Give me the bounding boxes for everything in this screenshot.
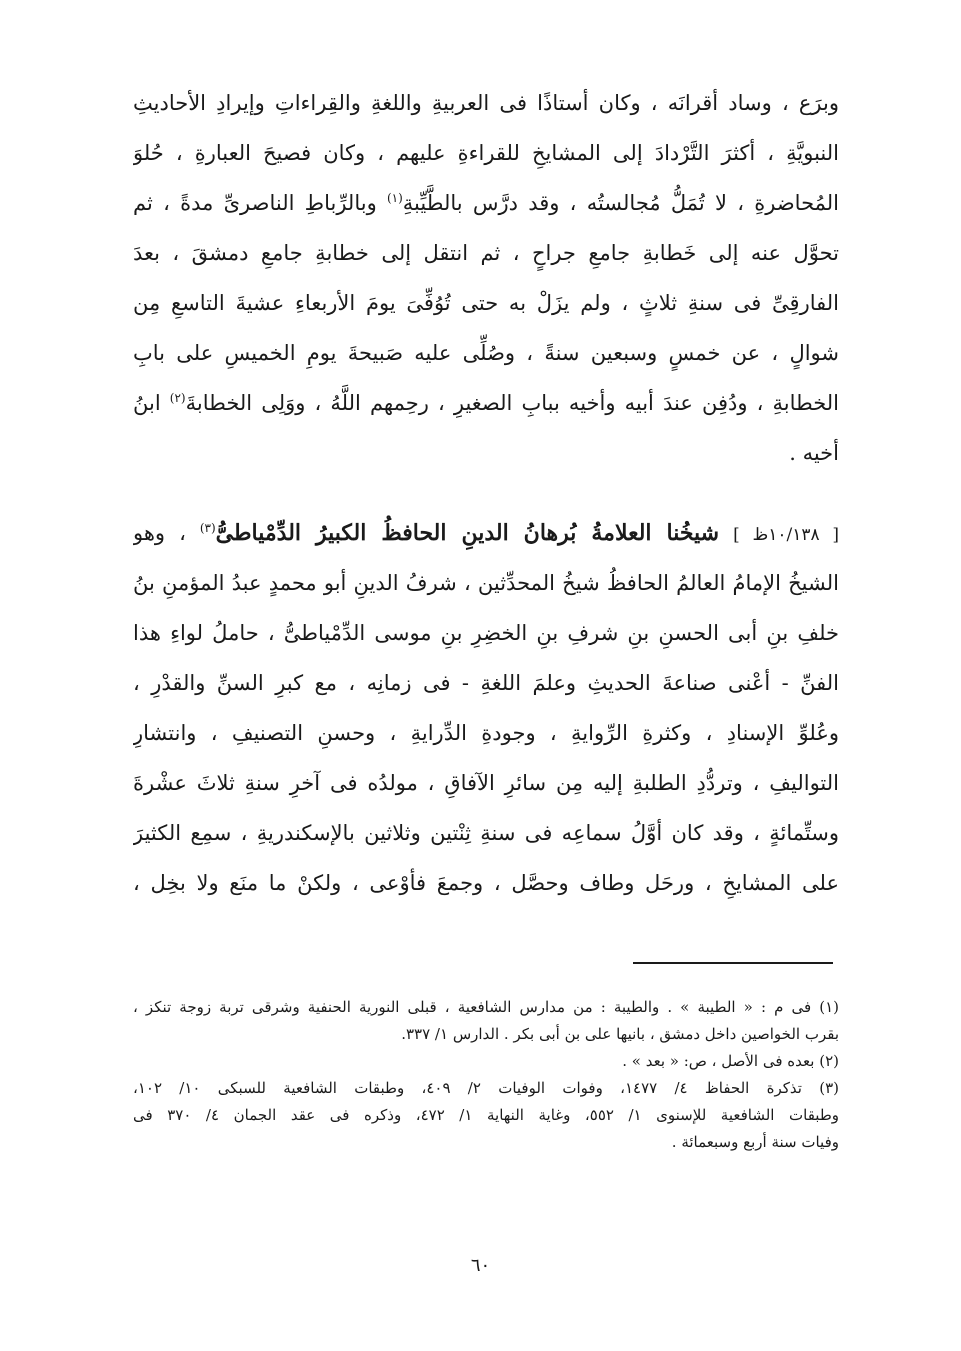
footnote-separator [633, 962, 833, 964]
footnote-line: (٣) تذكرة الحفاظ ٤/ ١٤٧٧، وفوات الوفيات ٢/ ٤٠٩، وطبقات الشافعية للسبكى ١٠/ ١٠٢، [133, 1079, 839, 1097]
text-line: وبرَع ، وساد أقرانَه ، وكان أستاذًا فى العربيةِ واللغةِ والقِراءاتِ وإيرادِ الأحاديثِ [133, 91, 839, 115]
footnote-line: (٢) بعده فى الأصل ، ص: « بعد » . [622, 1052, 839, 1070]
text-line: الفنِّ - أعْنى صناعةَ الحديثِ وعلمَ اللغةِ - فى زمانِه ، مع كبرِ السنِّ والقدْرِ ، [133, 671, 839, 695]
text-segment: وبالرِّباطِ الناصرىِّ مدةً ، ثم [133, 191, 387, 215]
text-line: وستِّمائةٍ ، وقد كان أوَّلُ سماعِه فى سنةِ ثِنْتين وثلاثين بالإسكندريةِ ، سمِع الكثيرَ [133, 821, 839, 845]
paragraph-continuation [133, 78, 839, 478]
footnote-marker-3[interactable]: (٣) [199, 521, 216, 535]
footnote-marker-1[interactable]: (١) [386, 191, 403, 205]
text-line: خلفِ بنِ أبى الحسنِ بنِ شرفِ بنِ الخضِرِ بنِ موسى الدِّمْياطىُّ ، حاملُ لواءِ هذا [133, 621, 839, 645]
text-line: شوالٍ ، عن خمسٍ وسبعين سنةً ، وصُلِّى عليه صَبيحةَ يومِ الخميسِ على بابِ [133, 341, 839, 365]
footnote-marker-2[interactable]: (٢) [169, 391, 186, 405]
footnote-line: بقرب الخواصين داخل دمشق ، بانيها على بن أبى بكر . الدارس ١/ ٣٣٧. [401, 1025, 839, 1043]
text-segment: الخطابةِ ، ودُفِن عندَ أبيه وأخيه ببابِ الصغيرِ ، رحِمهم اللَّهُ ، ووَلِى الخطابةَ [185, 391, 839, 415]
page-number: ٦٠ [470, 1255, 491, 1276]
text-line [133, 178, 839, 228]
text-line: الشيخُ الإمامُ العالمُ الحافظُ شيخُ المحدِّثين ، شرفُ الدينِ أبو محمدٍ عبدُ المؤمنِ بنُ [133, 571, 839, 595]
footnote-line: (١) فى م : « الطيبة » . والطيبة : من مدارس الشافعية ، قبلى النورية الحنفية وشرقى تربة زوجة تنكز ، [133, 998, 839, 1016]
biography-entry [133, 508, 839, 908]
text-segment: المُحاضرةِ ، لا تُمَلُّ مُجالستُه ، وقد درَّس بالطَّيِّبةِ [402, 191, 839, 215]
text-line: النبويَّةِ ، أكثرَ التَّرْدادَ إلى المشايخِ للقراءةِ عليهم ، وكان فصيحَ العبارةِ ، حُلوَ [133, 141, 839, 165]
entry-reference: [ ١٠/١٣٨ظ ] [733, 525, 839, 545]
footnote-line: وفيات سنة أربع وسبعمائة . [671, 1133, 839, 1151]
text-line: على المشايخِ ، ورحَل وطاف وحصَّل ، وجمعَ فأوْعى ، ولكنْ ما منَع ولا بخِل ، [133, 871, 839, 895]
text-line [133, 378, 839, 428]
text-line: التواليفِ ، وتردُّدِ الطلبةِ إليه مِن سائرِ الآفاقِ ، مولدُه فى آخرِ سنةِ ثلاثَ عشْرةَ [133, 771, 839, 795]
text-line: الفارقِىِّ فى سنةِ ثلاثٍ ، ولم يزَلْ به حتى تُوُفِّىَ يومَ الأربعاءِ عشيةَ التاسعِ مِن [133, 291, 839, 315]
entry-heading-line [133, 508, 839, 558]
text-line: تحوَّل عنه إلى خَطابةِ جامعِ جراحٍ ، ثم انتقل إلى خطابةِ جامعِ دمشقَ ، بعدَ [133, 241, 839, 265]
text-segment: ابنُ [133, 391, 170, 415]
text-line: وعُلوِّ الإسنادِ ، وكثرةِ الرِّوايةِ ، وجودةِ الدِّرايةِ ، وحسنِ التصنيفِ ، وانتشارِ [133, 721, 839, 745]
text-line: أخيه . [789, 441, 839, 465]
entry-heading-name: شيخُنا العلامةُ بُرهانُ الدينِ الحافظُ الكبيرُ الدِّمْياطىُّ [215, 520, 720, 546]
text-segment: ، وهو [133, 521, 200, 545]
footnote-line: وطبقات الشافعية للإسنوى ١/ ٥٥٢، وغاية النهاية ١/ ٤٧٢، وذكره فى عقد الجمان ٤/ ٣٧٠ فى [133, 1106, 839, 1124]
footnotes [133, 994, 839, 1156]
